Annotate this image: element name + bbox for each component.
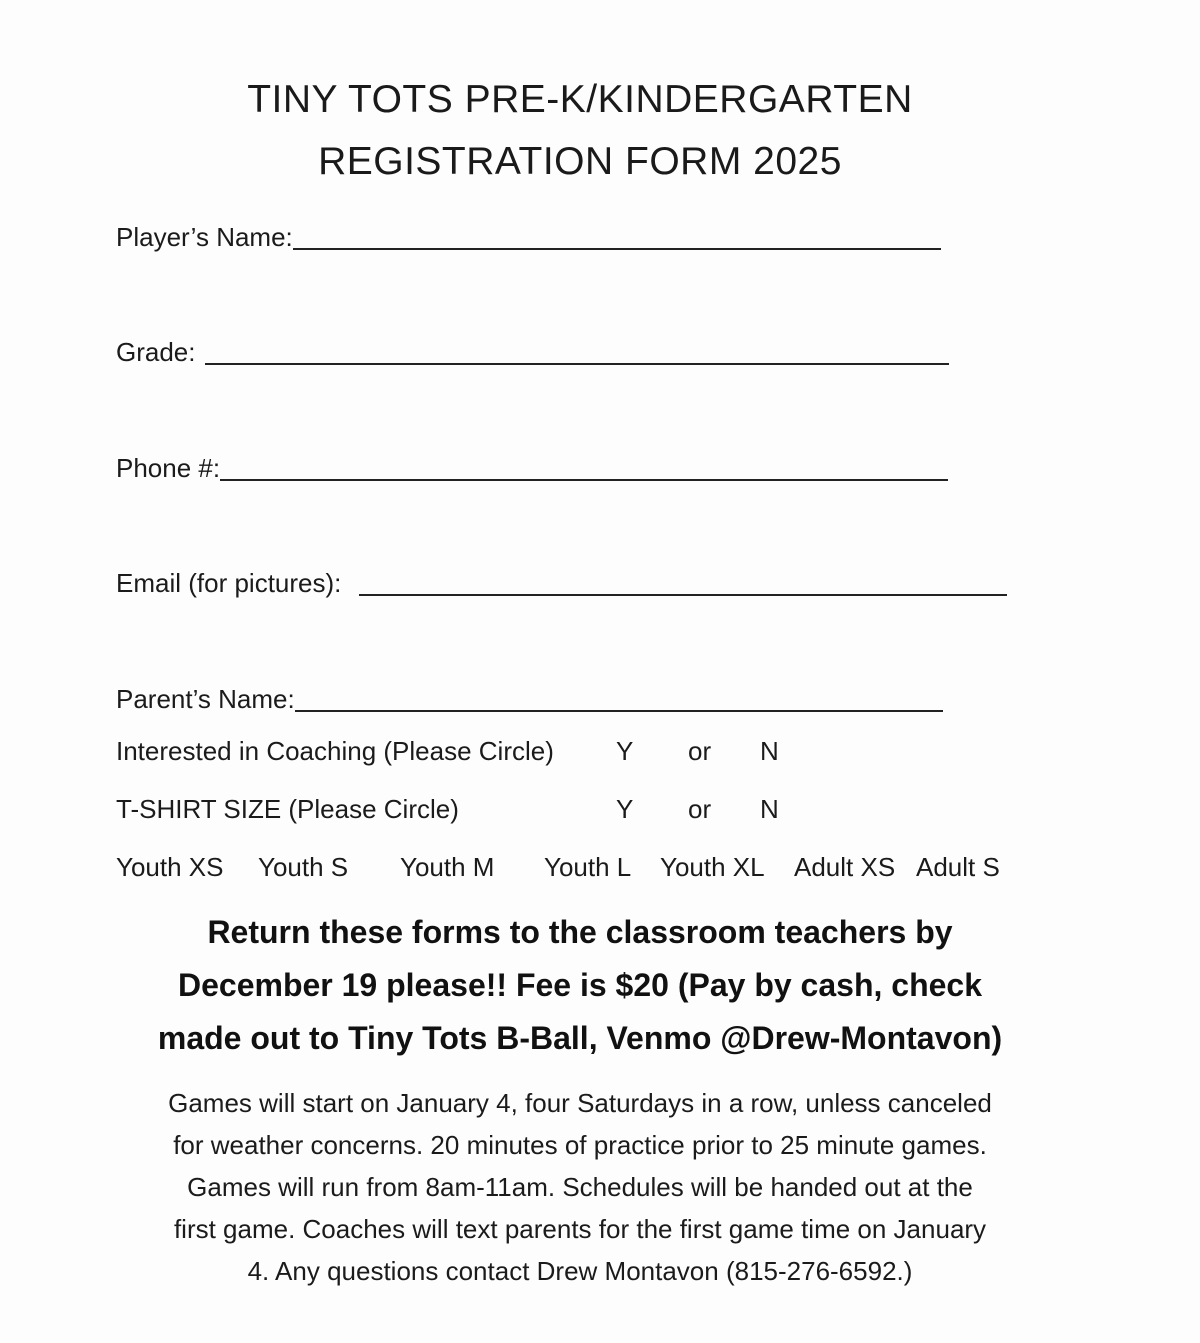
player-name-field <box>116 212 941 252</box>
size-option-youth-xs[interactable]: Youth XS <box>116 852 224 882</box>
game-info-paragraph <box>100 1082 1060 1292</box>
coaching-yes-option[interactable]: Y <box>616 736 634 766</box>
return-notice-line-3: made out to Tiny Tots B-Ball, Venmo @Drew-Montavon) <box>157 1020 1003 1056</box>
game-info-line-1: Games will start on January 4, four Saturdays in a row, unless canceled <box>168 1088 992 1118</box>
email-blank[interactable] <box>359 594 1007 596</box>
tshirt-yes-option[interactable]: Y <box>616 794 634 824</box>
size-option-adult-xs[interactable]: Adult XS <box>794 852 896 882</box>
form-title-line-1: TINY TOTS PRE-K/KINDERGARTEN <box>247 78 913 121</box>
tshirt-label: T-SHIRT SIZE (Please Circle) <box>116 794 459 824</box>
return-notice <box>80 906 1080 1065</box>
grade-label: Grade: <box>116 337 196 367</box>
game-info-line-4: first game. Coaches will text parents for the first game time on January <box>173 1214 987 1244</box>
grade-blank[interactable] <box>205 363 949 365</box>
player-name-blank[interactable] <box>293 248 941 250</box>
coaching-no-option[interactable]: N <box>760 736 779 766</box>
game-info-line-3: Games will run from 8am-11am. Schedules will be handed out at the <box>187 1172 973 1202</box>
parent-name-label: Parent’s Name: <box>116 684 295 714</box>
return-notice-line-1: Return these forms to the classroom teachers by <box>207 914 953 950</box>
parent-name-field <box>116 674 943 714</box>
return-notice-line-2: December 19 please!! Fee is $20 (Pay by cash, check <box>177 967 982 1003</box>
parent-name-blank[interactable] <box>295 710 943 712</box>
tshirt-no-option[interactable]: N <box>760 794 779 824</box>
phone-blank[interactable] <box>220 479 948 481</box>
email-label: Email (for pictures): <box>116 568 342 598</box>
coaching-or-text: or <box>688 736 712 766</box>
game-info-line-2: for weather concerns. 20 minutes of practice prior to 25 minute games. <box>173 1130 987 1160</box>
size-option-youth-xl[interactable]: Youth XL <box>660 852 765 882</box>
tshirt-or-text: or <box>688 794 712 824</box>
form-title-line-2: REGISTRATION FORM 2025 <box>318 140 842 183</box>
size-option-youth-m[interactable]: Youth M <box>400 852 495 882</box>
game-info-line-5: 4. Any questions contact Drew Montavon (815-276-6592.) <box>247 1256 913 1286</box>
phone-label: Phone #: <box>116 453 221 483</box>
size-option-adult-s[interactable]: Adult S <box>916 852 1000 882</box>
email-field <box>116 558 1007 598</box>
size-option-youth-s[interactable]: Youth S <box>258 852 349 882</box>
coaching-label: Interested in Coaching (Please Circle) <box>116 736 554 766</box>
size-option-youth-l[interactable]: Youth L <box>544 852 632 882</box>
grade-field <box>116 327 949 367</box>
player-name-label: Player’s Name: <box>116 222 293 252</box>
phone-field <box>116 443 948 483</box>
